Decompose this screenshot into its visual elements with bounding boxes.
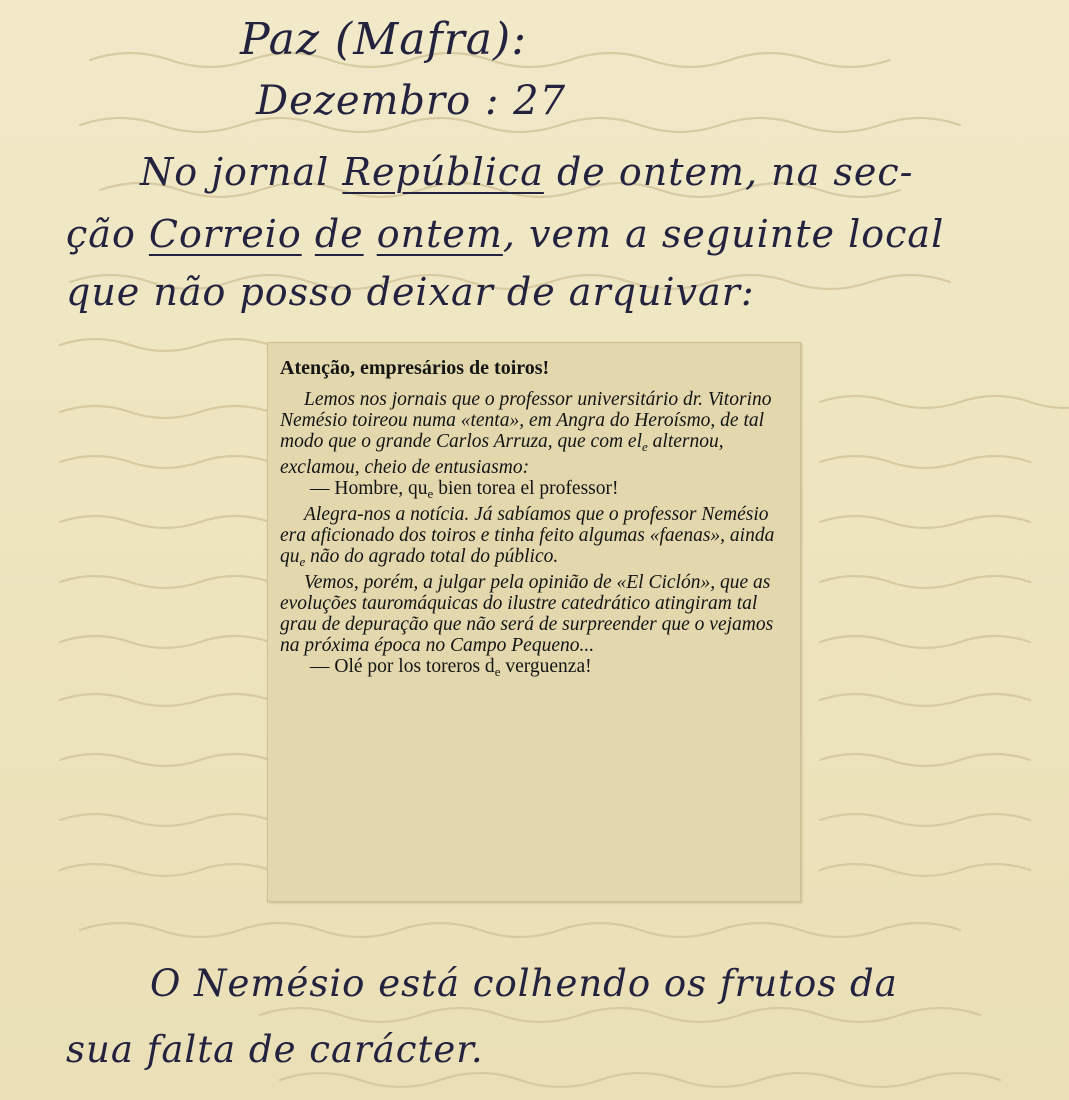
- clipping-paragraph-2: Alegra-nos a notícia. Já sabíamos que o professor Nemésio era aficionado dos toiros e tinha feito algumas «faenas», ainda $qu_e$ não do agrado total do público.: [280, 504, 775, 569]
- clipping-dialogue-2: — Olé por los toreros $d_e$ verguenza!: [310, 656, 592, 679]
- intro-line-3: que não posso deixar de arquivar:: [66, 270, 755, 314]
- newspaper-name: República: [342, 150, 544, 194]
- closing-line-1: O Nemésio está colhendo os frutos da: [150, 962, 898, 1005]
- intro-line-2: ção Correio de ontem, vem a seguinte local: [66, 212, 945, 256]
- newspaper-clipping: [267, 342, 801, 902]
- section-name-word-1: Correio: [148, 212, 302, 256]
- clipping-dialogue-1: — Hombre, $qu_e$ bien torea el professor!: [310, 478, 619, 501]
- closing-line-2: sua falta de carácter.: [66, 1028, 484, 1071]
- clipping-paragraph-3: Vemos, porém, a julgar pela opinião de «El Ciclón», que as evoluções tauromáquicas do ilustre catedrático atingiram tal grau de depuração que não será de surpreender que o vejamos na próxima época no Campo Pequeno...: [280, 572, 774, 656]
- date-heading: Dezembro : 27: [256, 78, 567, 124]
- section-name-word-2: de: [314, 212, 364, 256]
- clipping-title: Atenção, empresários de toiros!: [280, 357, 550, 379]
- place-heading: Paz (Mafra):: [240, 14, 528, 65]
- intro-line-1: No jornal República de ontem, na sec-: [140, 150, 914, 194]
- section-name-word-3: ontem: [376, 212, 503, 256]
- clipping-paragraph-1: Lemos nos jornais que o professor universitário dr. Vitorino Nemésio toireou numa «tenta», em Angra do Heroísmo, de tal modo que o grande Carlos Arruza, que com $el_e$ alternou, exclamou, cheio de entusiasmo:: [280, 389, 772, 478]
